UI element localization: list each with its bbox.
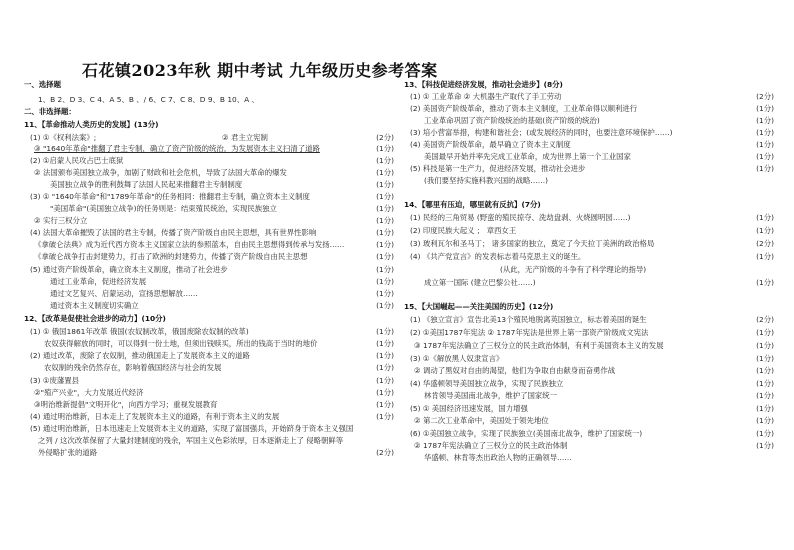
answer-line: 农奴获得解放的同时，可以得到一份土地，但须出钱赎买，所出的钱高于当时的地价 — [44, 339, 318, 348]
score-label: (1分) — [376, 192, 394, 201]
score-label: (1分) — [756, 140, 774, 149]
answer-line: 通过文艺复兴、启蒙运动，宣扬思想解放…… — [50, 289, 198, 298]
section-heading: 一、选择题 — [24, 80, 61, 89]
answer-line: 《拿破仑战争打击封建势力，打击了欧洲的封建势力，传播了资产阶级自由民主思想 — [34, 252, 308, 261]
answer-line: 《拿破仑法典》成为近代西方资本主义国家立法的参照蓝本，自由民主思想得到传承与发扬…… — [34, 240, 345, 249]
score-label: (1分) — [756, 213, 774, 222]
answer-line: (1) ①《权利法案》; — [30, 133, 97, 142]
answer-line: (3) ①废藩置县 — [30, 376, 80, 385]
section-heading: 15、【大国崛起——关注美国的历史】(12分) — [404, 302, 554, 311]
score-label: (2分) — [756, 239, 774, 248]
score-label: (1分) — [756, 278, 774, 287]
answer-line: 华盛顿、林肯等杰出政治人物的正确领导…… — [424, 453, 572, 462]
answer-line: (从此，无产阶级的斗争有了科学理论的指导) — [500, 265, 647, 274]
answer-line: (我们要坚持实施科教兴国的战略……) — [424, 176, 549, 185]
answer-line: (3) 培小营富举措，构建和谐社会；(或发展经济的同时，也要注意环境保护……) — [410, 128, 673, 137]
answer-line: (2) 美国资产阶级革命，推动了资本主义制度，工业革命得以顺利进行 — [410, 104, 638, 113]
score-label: (2分) — [376, 133, 394, 142]
score-label: (1分) — [376, 412, 394, 421]
score-label: (1分) — [376, 376, 394, 385]
answer-line: (5) 通过资产阶级革命，确立资本主义制度，推动了社会进步 — [30, 265, 228, 274]
answer-line: (2) ①启蒙人民攻占巴士底狱 — [30, 156, 124, 165]
answer-line: ② 君主立宪制 — [222, 133, 268, 142]
score-label: (1分) — [756, 116, 774, 125]
page-title: 石花镇2023年秋 期中考试 九年级历史参考答案 — [82, 61, 438, 80]
answer-line: (6) ①美国独立战争，实现了民族独立(美国南北战争，维护了国家统一) — [410, 429, 643, 438]
answer-line: ②"殖产兴业"，大力发展近代经济 — [34, 388, 144, 397]
answer-line: (5) 通过明治维新，日本迅速走上发展资本主义的道路，实现了富国强兵，开始跻身于资本主义强国 — [30, 424, 354, 433]
score-label: (1分) — [756, 226, 774, 235]
score-label: (1分) — [756, 429, 774, 438]
score-label: (1分) — [376, 216, 394, 225]
answer-line: "美国革命"(美国独立战争)的任务则是：结束殖民统治，实现民族独立 — [50, 204, 277, 213]
answer-line: (4) 美国资产阶级革命，最早确立了资本主义制度 — [410, 140, 571, 149]
score-label: (1分) — [756, 164, 774, 173]
section-heading: 二、非选择题： — [24, 107, 76, 116]
answer-line: 工业革命巩固了资产阶级统治的基础(资产阶级的统治) — [424, 116, 600, 125]
answer-line: ③明治维新提倡"文明开化"，向西方学习；重视发展教育 — [34, 400, 218, 409]
score-label: (1分) — [376, 289, 394, 298]
score-label: (1分) — [756, 152, 774, 161]
answer-line: 美国独立战争的胜利鼓舞了法国人民起来推翻君主专制制度 — [50, 180, 243, 189]
section-heading: 11、【革命推动人类历史的发展】(13分) — [24, 120, 159, 129]
score-label: (1分) — [756, 252, 774, 261]
score-label: (1分) — [376, 363, 394, 372]
answer-line: (3) ① "1640年革命"和"1789年革命"的任务相同：推翻君主专制，确立资本主义制度 — [30, 192, 310, 201]
section-heading: 12、【改革是促使社会进步的动力】(10分) — [24, 314, 166, 323]
score-label: (1分) — [376, 339, 394, 348]
score-label: (1分) — [756, 379, 774, 388]
answer-line: 农奴制的残余仍然存在，影响着俄国经济与社会的发展 — [44, 363, 222, 372]
answer-line: (1) ① 俄国1861年改革 俄国(农奴制改革，俄国废除农奴制的改革) — [30, 327, 249, 336]
score-label: (1分) — [376, 240, 394, 249]
answer-line: (5) 科技是第一生产力，促进经济发展，推动社会进步 — [410, 164, 586, 173]
answer-line: (4) 法国大革命摧毁了法国的君主专制，传播了资产阶级自由民主思想，具有世界性影响 — [30, 228, 317, 237]
score-label: (1分) — [756, 104, 774, 113]
score-label: (2分) — [376, 448, 394, 457]
score-label: (2分) — [756, 92, 774, 101]
score-label: (1分) — [376, 400, 394, 409]
answer-line: (1) ① 工业革命 ② 大机器生产取代了手工劳动 — [410, 92, 562, 101]
answer-line: ② 实行三权分立 — [34, 216, 88, 225]
answer-line: (3) ①《解放黑人奴隶宣言》 — [410, 354, 504, 363]
answer-line: 林肯领导美国南北战争，维护了国家统一 — [424, 391, 558, 400]
answer-line: ② 1787年宪法确立了三权分立的民主政治体制 — [414, 441, 568, 450]
answer-line: ③ 1787年宪法确立了三权分立的民主政治体制，有利于美国资本主义的发展 — [414, 341, 664, 350]
answer-line: 美国最早开始并率先完成工业革命，成为世界上第一个工业国家 — [424, 152, 631, 161]
answer-line: (4) 通过明治维新，日本走上了发展资本主义的道路，有利于资本主义的发展 — [30, 412, 280, 421]
answer-line: (5) ① 美国经济迅速发展，国力增强 — [410, 404, 528, 413]
answer-line: (2) 印度民族大起义 ； 章西女王 — [410, 226, 517, 235]
score-label: (1分) — [376, 180, 394, 189]
score-label: (1分) — [756, 366, 774, 375]
score-label: (1分) — [376, 168, 394, 177]
score-label: (1分) — [756, 354, 774, 363]
score-label: (1分) — [376, 327, 394, 336]
answer-line: (1) 《独立宣言》宣告北美13个殖民地脱离英国独立，标志着美国的诞生 — [410, 315, 647, 324]
answer-line: ② 法国颁布美国独立战争，加剧了财政和社会危机，导致了法国大革命的爆发 — [34, 168, 287, 177]
answer-line: (1) 民经的三角贸易 (野蛮的殖民掠夺、洗劫盘剥、火烧圆明园……) — [410, 213, 631, 222]
answer-line: (2) ①美国1787年宪法 ② 1787年宪法是世界上第一部资产阶级成文宪法 — [410, 328, 649, 337]
section-heading: 13、【科技促进经济发展，推动社会进步】(8分) — [404, 80, 563, 89]
score-label: (2分) — [756, 315, 774, 324]
score-label: (1分) — [376, 388, 394, 397]
score-label: (1分) — [376, 156, 394, 165]
answer-line: (3) 玻利瓦尔和圣马丁； 诸多国家的独立，奠定了今天拉丁美洲的政治格局 — [410, 239, 655, 248]
score-label: (1分) — [376, 351, 394, 360]
score-label: (1分) — [376, 204, 394, 213]
answer-line: (4) 华盛顿领导美国独立战争，实现了民族独立 — [410, 379, 564, 388]
score-label: (1分) — [756, 328, 774, 337]
section-heading: 14、【哪里有压迫，哪里就有反抗】(7分) — [404, 200, 541, 209]
score-label: (1分) — [376, 277, 394, 286]
answer-line: (4) 《共产党宣言》的发表标志着马克思主义的诞生。 — [410, 252, 586, 261]
score-label: (1分) — [756, 404, 774, 413]
score-label: (1分) — [756, 391, 774, 400]
score-label: (1分) — [376, 144, 394, 153]
score-label: (1分) — [756, 128, 774, 137]
answer-line: 成立第一国际 (建立巴黎公社……) — [424, 278, 536, 287]
score-label: (1分) — [376, 265, 394, 274]
answer-line: 通过工业革命，促进经济发展 — [50, 277, 147, 286]
answer-line: ② 调动了黑奴对自由的渴望，他们为争取自由献身而奋勇作战 — [414, 366, 616, 375]
answer-line: 1、B 2、D 3、C 4、A 5、B 、/ 6、C 7、C 8、D 9、B 10、A 、 — [38, 95, 259, 104]
answer-line: 通过资本主义制度切实确立 — [50, 301, 139, 310]
score-label: (1分) — [756, 341, 774, 350]
answer-line: 外侵略扩张的道路 — [38, 448, 98, 457]
answer-line: ③ "1640年革命"推翻了君主专制，确立了资产阶级的统治，为发展资本主义扫清了道路 — [34, 144, 320, 153]
answer-line: (2) 通过改革，废除了农奴制，推动俄国走上了发展资本主义的道路 — [30, 351, 250, 360]
score-label: (1分) — [376, 228, 394, 237]
answer-line: ② 第二次工业革命中，美国处于领先地位 — [414, 416, 549, 425]
score-label: (1分) — [756, 441, 774, 450]
score-label: (1分) — [376, 301, 394, 310]
score-label: (1分) — [376, 252, 394, 261]
answer-line: 之列 / 这次改革保留了大量封建制度的残余，军国主义色彩浓厚，日本逐渐走上了 侵略朝鲜等 — [38, 436, 344, 445]
score-label: (1分) — [756, 416, 774, 425]
